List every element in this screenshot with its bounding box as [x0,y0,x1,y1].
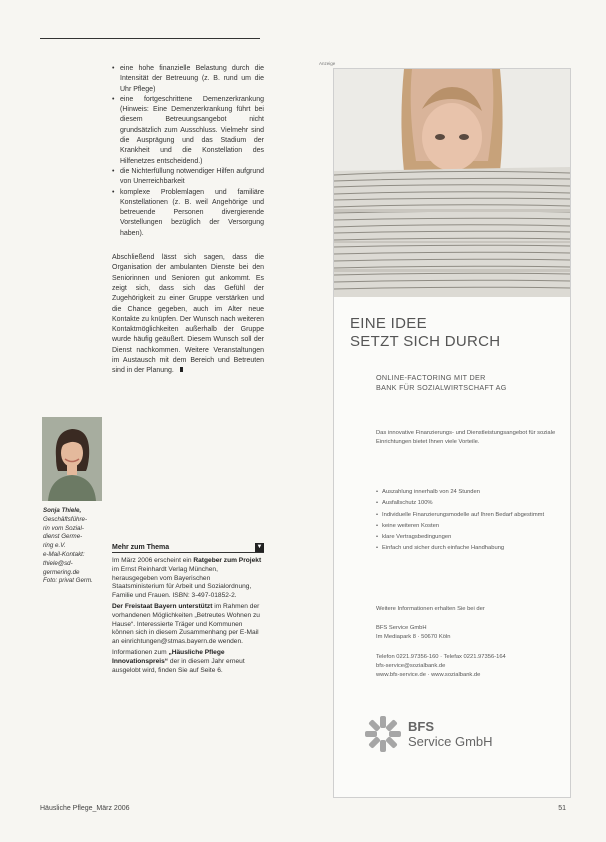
text-fragment: der in diesem Jahr erneut ausgelobt wird, finden Sie auf Seite 6. [112,657,245,674]
more-info-body [112,557,264,675]
article-bullet: • eine hohe finanzielle Belastung durch die Intensität der Betreuung (z. B. rund um die Uhr Pflege) [112,64,264,95]
ad-subtitle [376,373,566,393]
photo-caption [43,507,111,586]
text-fragment: im Ernst Reinhardt Verlag München, herausgegeben vom Bayerischen Staatsministerium für Arbeit und Sozialordnung, Familie und Frauen. ISBN: 3-497-01852-2. [112,565,252,600]
page-number: 51 [558,805,566,812]
text-fragment: Informationen zum [112,648,167,656]
author-photo [42,417,102,501]
article-bullet-list [112,64,264,239]
ad-web: www.bfs-service.de · www.sozialbank.de [376,672,481,679]
caption-line: thiele@sd- [43,559,73,567]
triangle-down-icon: ▼ [256,543,263,550]
caption-line: Geschäftsführe- [43,515,88,523]
caption-line: ring e.V. [43,542,66,550]
advertisement [333,68,571,798]
author-portrait-icon [42,417,102,501]
ad-subtitle-line: BANK FÜR SOZIALWIRTSCHAFT AG [376,383,507,392]
ad-title-line: SETZT SICH DURCH [350,333,501,350]
bold-fragment: Ratgeber zum Projekt [193,557,262,564]
ad-photo [334,69,570,297]
article-paragraph [112,253,264,377]
ad-email: bfs-service@sozialbank.de [376,662,446,669]
caption-line: Foto: privat Germ. [43,577,93,585]
more-info-paragraph [112,649,264,675]
ad-phone: Telefon 0221.97356-160 · Telefax 0221.97356-164 [376,653,506,660]
ad-title [350,315,560,351]
caption-line: rin vom Sozial- [43,524,84,532]
bold-fragment: „Häusliche Pflege Innovationspreis“ [112,648,225,665]
bold-fragment: Der Freistaat Bayern unterstützt [112,602,213,610]
ad-benefit-item: • Auszahlung innerhalb von 24 Stunden [376,487,564,498]
more-info-heading: Mehr zum Thema [112,543,170,551]
ad-intro: Das innovative Finanzierungs- und Dienstleistungsangebot für soziale Einrichtungen bietet Ihnen viele Vorteile. [376,430,556,445]
end-mark-icon [180,367,183,372]
ad-benefit-item: • Individuelle Finanzierungsmodelle auf Ihren Bedarf abgestimmt [376,510,564,521]
bfs-logo-line: BFS [408,719,434,734]
more-info-box [112,542,264,677]
bfs-logo-text [408,719,493,749]
footer-publication: Häusliche Pflege_März 2006 [40,805,130,812]
bfs-star-logo-icon [364,715,402,753]
paper-stack-woman-image-icon [334,69,570,297]
ad-label: Anzeige [319,61,336,66]
ad-benefit-list [376,487,564,555]
ad-subtitle-line: ONLINE-FACTORING MIT DER [376,373,486,382]
article-bullet: • komplexe Problemlagen und familiäre Konstellationen (z. B. weil Angehörige und betreuende Personen divergierende Vorstellungen bezüglich der Versorgung haben). [112,188,264,239]
caption-name: Sonja Thiele, [43,507,82,514]
ad-benefit-item: • klare Vertragsbedingungen [376,532,564,543]
ad-contact [376,605,564,680]
caption-line: e-Mail-Kontakt: [43,550,85,558]
more-info-paragraph [112,603,264,647]
bfs-logo [364,715,493,753]
text-fragment: Im März 2006 erscheint ein [112,557,192,564]
bfs-logo-line: Service GmbH [408,734,493,749]
ad-benefit-item: • Einfach und sicher durch einfache Handhabung [376,543,564,554]
more-info-header [112,542,264,553]
ad-street: Im Mediapark 8 · 50670 Köln [376,634,451,641]
article-bullet: • die Nichterfüllung notwendiger Hilfen aufgrund von Unerreichbarkeit [112,167,264,188]
ad-company-name: BFS Service GmbH [376,625,427,632]
ad-contact-intro: Weitere Informationen erhalten Sie bei der [376,606,485,612]
caption-line: dienst Germe- [43,533,83,541]
caption-line: germering.de [43,568,80,576]
text-fragment: im Rahmen der vorhandenen Möglichkeiten „Betreutes Wohnen zu Hause“. Interessierte Träger und Kommunen können sich in diesem Zusammenhang per E-Mail an einrichtungen@stmas.bayern.de wenden. [112,602,260,646]
article-paragraph-text: Abschließend lässt sich sagen, dass die Organisation der ambulanten Dienste bei den Seniorinnen und Senioren gut ankommt. Es zeigt sich, dass sich das Gefühl der Zugehörigkeit zu einer Gruppe verstärken und die Chance gegeben, auch im Alter neue Kontakte zu knüpfen. Der Wunsch nach weiteren Kontaktmöglichkeiten außerhalb der Gruppe wurde häufig geäußert. Diesem Wunsch soll der Dienst nachkommen. Weitere Veranstaltungen im Austausch mit dem Bereich und Betreuten sind in der Planung. [112,254,264,375]
ad-title-line: EINE IDEE [350,315,427,332]
article-column [112,64,264,384]
ad-benefit-item: • keine weiteren Kosten [376,521,564,532]
more-info-paragraph [112,557,264,601]
top-rule [40,38,260,39]
article-bullet: • eine fortgeschrittene Demenzerkrankung (Hinweis: Eine Demenzerkrankung führt bei diesem Betreuungsangebot nicht grundsätzlich zum Ausschluss. Vielmehr sind die Ausprägung und das Stadium der Krankheit und die Konstellation des Hilfenetzes entscheidend.) [112,95,264,167]
ad-benefit-item: • Ausfallschutz 100% [376,498,564,509]
